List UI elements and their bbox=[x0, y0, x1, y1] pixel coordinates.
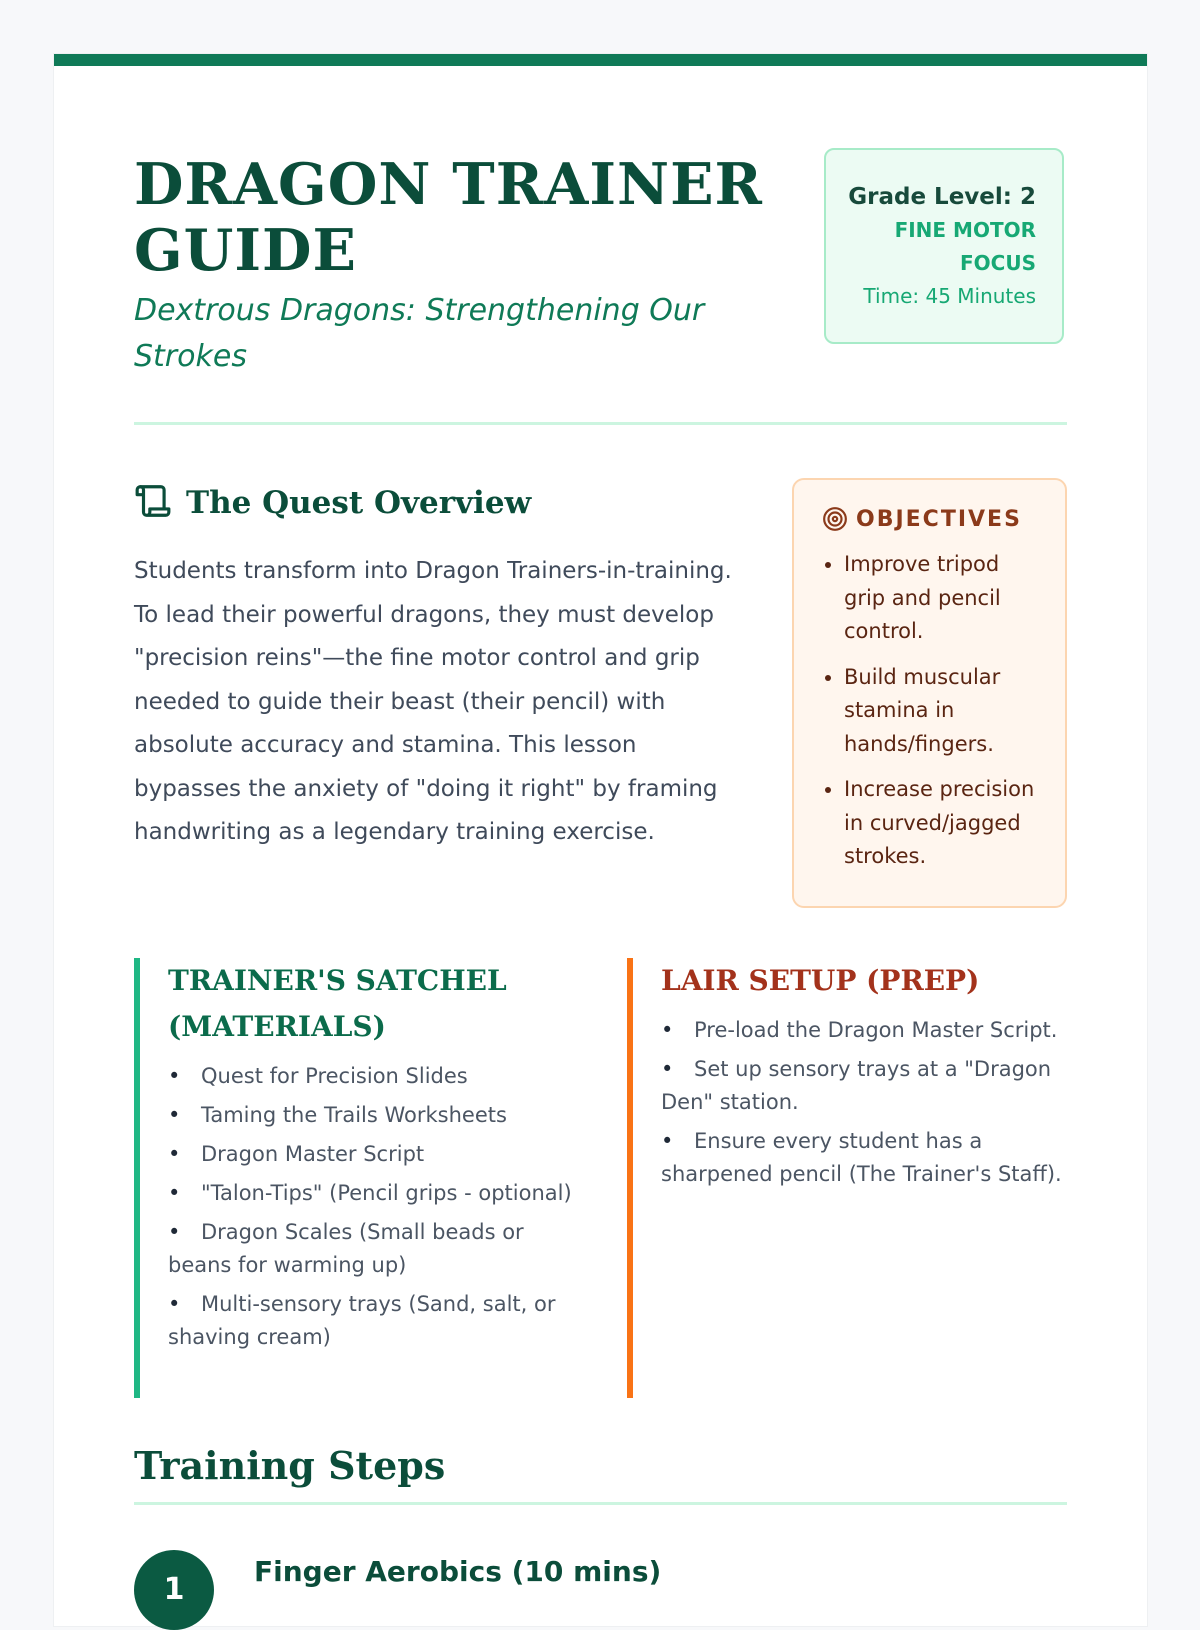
materials-heading: TRAINER'S SATCHEL (MATERIALS) bbox=[168, 964, 507, 1043]
header-divider bbox=[134, 422, 1067, 425]
focus-label: FINE MOTOR FOCUS bbox=[894, 218, 1036, 275]
prep-section bbox=[627, 958, 1067, 1398]
prep-item: • Ensure every student has a sharpened pencil (The Trainer's Staff). bbox=[661, 1125, 1067, 1191]
steps-divider bbox=[134, 1502, 1067, 1505]
step-number-badge: 1 bbox=[134, 1550, 214, 1630]
scroll-icon bbox=[134, 482, 172, 524]
overview-heading: The Quest Overview bbox=[186, 485, 532, 521]
step-item bbox=[134, 1550, 1067, 1630]
objectives-card bbox=[792, 478, 1067, 908]
objective-item: • Increase precision in curved/jagged strokes. bbox=[844, 773, 1045, 874]
material-item: • "Talon-Tips" (Pencil grips - optional) bbox=[168, 1177, 584, 1210]
steps-heading: Training Steps bbox=[134, 1443, 446, 1488]
time-label: Time: 45 Minutes bbox=[863, 284, 1036, 308]
material-item: • Quest for Precision Slides bbox=[168, 1060, 584, 1093]
step-title: Finger Aerobics (10 mins) bbox=[254, 1555, 662, 1588]
lesson-meta-card bbox=[824, 148, 1064, 344]
material-item: • Taming the Trails Worksheets bbox=[168, 1099, 584, 1132]
grade-level: Grade Level: 2 bbox=[848, 184, 1036, 210]
objectives-list bbox=[822, 548, 1045, 874]
target-icon bbox=[822, 506, 848, 532]
material-item: • Dragon Scales (Small beads or beans for warming up) bbox=[168, 1216, 584, 1282]
material-item: • Dragon Master Script bbox=[168, 1138, 584, 1171]
objective-item: • Build muscular stamina in hands/fingers. bbox=[844, 661, 1045, 762]
prep-heading: LAIR SETUP (PREP) bbox=[661, 964, 980, 997]
page-title: DRAGON TRAINER GUIDE bbox=[134, 151, 763, 284]
overview-text: Students transform into Dragon Trainers-in-training. To lead their powerful dragons, they must develop "precision reins"—the fine motor control and grip needed to guide their beast (their pencil) with absolute accuracy and stamina. This lesson bypasses the anxiety of "doing it right" by framing handwriting as a legendary training exercise. bbox=[134, 558, 732, 845]
prep-item: • Set up sensory trays at a "Dragon Den" station. bbox=[661, 1053, 1067, 1119]
materials-section bbox=[134, 958, 584, 1398]
objective-item: • Improve tripod grip and pencil control. bbox=[844, 548, 1045, 649]
overview-heading-row bbox=[134, 480, 531, 526]
guide-page bbox=[54, 54, 1147, 1626]
prep-list bbox=[661, 1014, 1067, 1191]
materials-list bbox=[168, 1060, 584, 1354]
material-item: • Multi-sensory trays (Sand, salt, or shaving cream) bbox=[168, 1288, 584, 1354]
objectives-title: OBJECTIVES bbox=[856, 506, 1022, 532]
objectives-title-row bbox=[822, 506, 1045, 532]
page-subtitle: Dextrous Dragons: Strengthening Our Strokes bbox=[134, 293, 705, 374]
prep-item: • Pre-load the Dragon Master Script. bbox=[661, 1014, 1067, 1047]
